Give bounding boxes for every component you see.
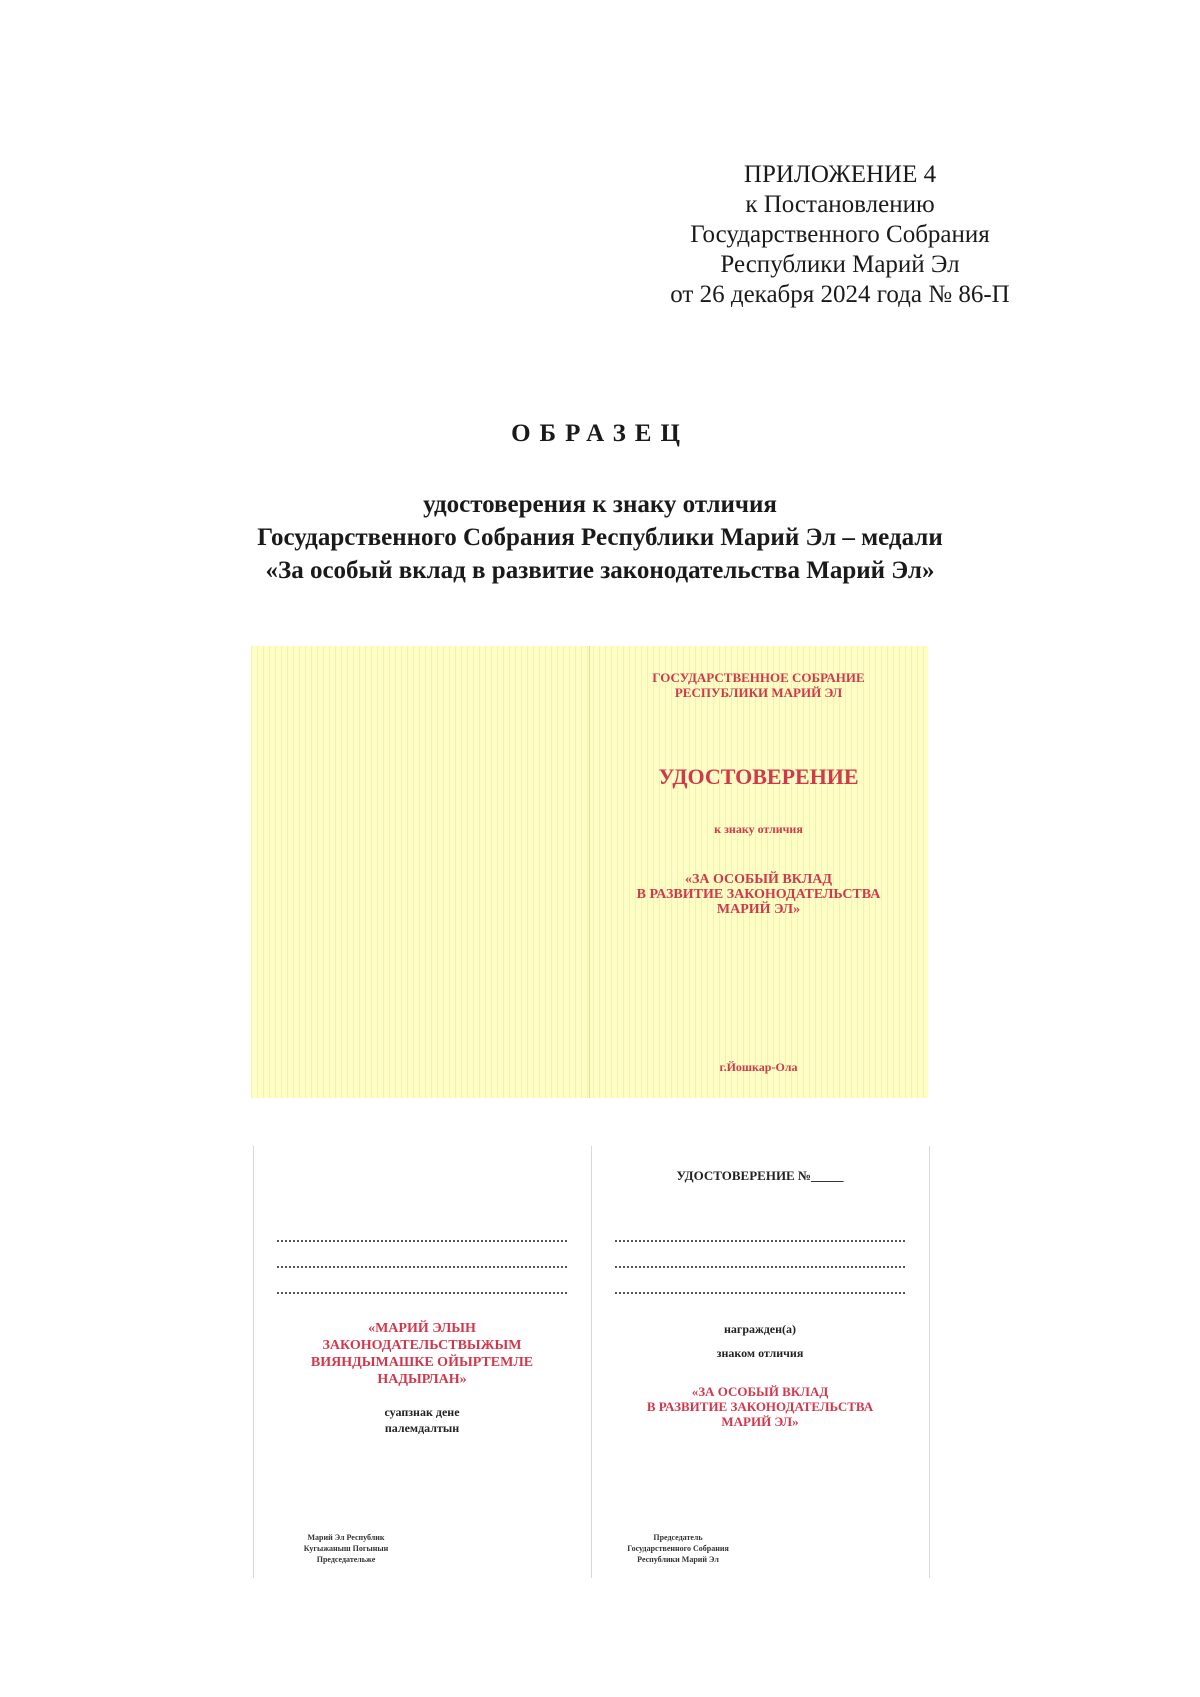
medal-mari-line: «МАРИЙ ЭЛЫН xyxy=(368,1321,476,1336)
medal-name-mari xyxy=(253,1320,591,1388)
blank-line xyxy=(277,1240,567,1242)
cover-doc-title: УДОСТОВЕРЕНИЕ xyxy=(658,764,859,789)
awarded-label: награжден(а) xyxy=(723,1322,797,1336)
cover-sign-label: к знаку отличия xyxy=(714,822,803,836)
signature-line: Государственного Собрания xyxy=(627,1544,729,1553)
subtitle-line: Государственного Собрания Республики Марий Эл – медали xyxy=(257,524,943,551)
medal-line: В РАЗВИТИЕ ЗАКОНОДАТЕЛЬСТВА xyxy=(646,1399,874,1414)
cover-city: г.Йошкар-Ола xyxy=(719,1060,798,1074)
blank-line xyxy=(277,1292,567,1294)
certificate-number-label: УДОСТОВЕРЕНИЕ №_____ xyxy=(676,1168,844,1183)
cover-medal-name xyxy=(589,872,928,917)
cover-medal-line: МАРИЙ ЭЛ» xyxy=(716,902,801,917)
cover-org-line: ГОСУДАРСТВЕННОЕ СОБРАНИЕ xyxy=(652,670,865,685)
signature-block xyxy=(603,1532,753,1565)
signature-block-mari xyxy=(271,1532,421,1565)
sign-mari-line: палемдалтын xyxy=(384,1421,460,1435)
cover-medal-line: «ЗА ОСОБЫЙ ВКЛАД xyxy=(684,872,833,887)
medal-line: «ЗА ОСОБЫЙ ВКЛАД xyxy=(691,1384,829,1399)
appendix-header xyxy=(640,160,1040,310)
page-title: ОБРАЗЕЦ xyxy=(511,420,689,447)
signature-line: Республики Марий Эл xyxy=(637,1555,719,1564)
signature-line: Кугыжаныш Погынын xyxy=(303,1544,389,1553)
cover-org-line: РЕСПУБЛИКИ МАРИЙ ЭЛ xyxy=(674,685,843,700)
sign-mari-line: суапзнак дене xyxy=(384,1405,460,1419)
appendix-line: от 26 декабря 2024 года № 86-П xyxy=(670,281,1010,308)
subtitle-line: удостоверения к знаку отличия xyxy=(423,491,777,518)
medal-mari-line: ВИЯНДЫМАШКЕ ОЙЫРТЕМЛЕ xyxy=(310,1355,534,1370)
signature-line: Председательже xyxy=(316,1555,376,1564)
certificate-cover xyxy=(251,646,928,1098)
appendix-line: Республики Марий Эл xyxy=(720,251,960,278)
medal-name xyxy=(591,1384,929,1429)
certificate-inner-spread xyxy=(253,1146,930,1578)
document-subtitle xyxy=(150,488,1050,587)
appendix-line: Государственного Собрания xyxy=(690,221,990,248)
blank-line xyxy=(615,1292,905,1294)
inner-fold-line xyxy=(591,1146,592,1578)
blank-line xyxy=(615,1240,905,1242)
appendix-line: ПРИЛОЖЕНИЕ 4 xyxy=(743,161,937,188)
blank-line xyxy=(277,1266,567,1268)
inner-right-edge xyxy=(929,1146,930,1578)
appendix-line: к Постановлению xyxy=(745,191,935,218)
cover-front xyxy=(589,646,928,1098)
signature-line: Председатель xyxy=(653,1533,703,1542)
cover-medal-line: В РАЗВИТИЕ ЗАКОНОДАТЕЛЬСТВА xyxy=(636,887,881,902)
signature-line: Марий Эл Республик xyxy=(307,1533,385,1542)
medal-line: МАРИЙ ЭЛ» xyxy=(721,1414,799,1429)
medal-mari-line: ЗАКОНОДАТЕЛЬСТВЫЖЫМ xyxy=(322,1338,522,1353)
cover-organization xyxy=(589,670,928,700)
sign-label-mari xyxy=(253,1404,591,1436)
sign-label: знаком отличия xyxy=(716,1346,804,1360)
blank-line xyxy=(615,1266,905,1268)
medal-mari-line: НАДЫРЛАН» xyxy=(377,1372,467,1387)
subtitle-line: «За особый вклад в развитие законодательства Марий Эл» xyxy=(265,557,935,584)
